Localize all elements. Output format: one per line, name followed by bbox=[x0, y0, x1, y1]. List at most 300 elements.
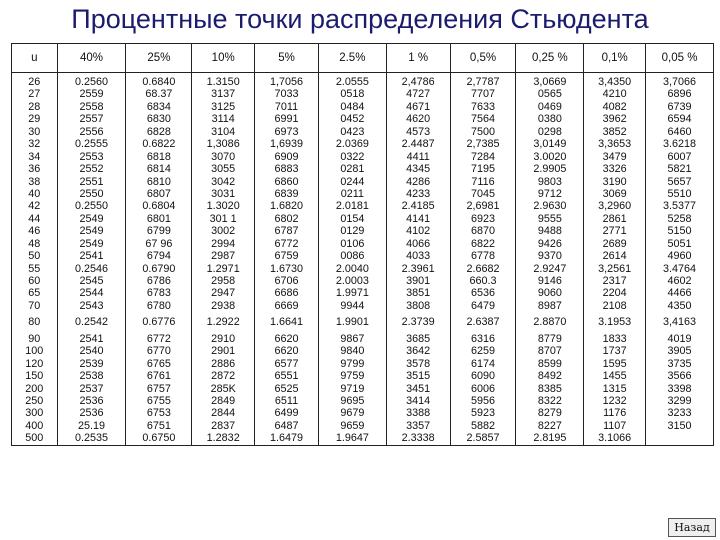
cell-value: 4019 bbox=[667, 332, 692, 345]
cell-value: 2.0040 bbox=[335, 262, 369, 275]
table-cell bbox=[386, 315, 450, 331]
cell-value: 3114 bbox=[211, 113, 235, 126]
cell-value: 4286 bbox=[406, 175, 431, 188]
table-cell bbox=[255, 73, 319, 316]
cell-value: 3808 bbox=[406, 299, 431, 312]
cell-value: 2689 bbox=[602, 237, 627, 250]
table-cell bbox=[646, 332, 714, 445]
cell-value: 3,4163 bbox=[663, 316, 697, 329]
cell-value: 7195 bbox=[470, 163, 496, 176]
cell-value: 2536 bbox=[79, 394, 104, 407]
cell-value: 9840 bbox=[340, 345, 365, 358]
cell-value: 7033 bbox=[274, 88, 299, 101]
cell-value: 27 bbox=[28, 88, 41, 101]
cell-value: 3069 bbox=[602, 187, 627, 200]
cell-value: 0.2542 bbox=[75, 316, 109, 329]
cell-value: 1315 bbox=[602, 382, 627, 395]
cell-value: 2844 bbox=[211, 407, 236, 420]
cell-value: 6460 bbox=[667, 125, 692, 138]
cell-value: 4033 bbox=[406, 250, 431, 263]
cell-value: 4082 bbox=[602, 100, 627, 113]
cell-value: 3.6218 bbox=[663, 138, 697, 151]
cell-value: 8385 bbox=[537, 382, 562, 395]
cell-value: 301 1 bbox=[209, 212, 237, 225]
cell-value: 6772 bbox=[146, 332, 171, 345]
cell-value: 7564 bbox=[470, 113, 496, 126]
cell-value: 30 bbox=[28, 125, 41, 138]
cell-value: 2537 bbox=[79, 382, 104, 395]
cell-value: 9370 bbox=[537, 250, 562, 263]
cell-value: 660.3 bbox=[469, 275, 497, 287]
cell-value: 2994 bbox=[211, 237, 236, 250]
cell-value: 3,7066 bbox=[663, 76, 697, 88]
cell-value: 6686 bbox=[274, 287, 299, 300]
cell-value: 6620 bbox=[274, 345, 299, 358]
cell-value: 4102 bbox=[406, 225, 431, 238]
cell-value: 3685 bbox=[406, 332, 431, 345]
cell-value: 2544 bbox=[79, 287, 104, 300]
cell-value: 6755 bbox=[146, 394, 171, 407]
cell-value: 3137 bbox=[211, 88, 236, 101]
cell-value: 0.2535 bbox=[75, 432, 109, 445]
cell-value: 3070 bbox=[211, 150, 236, 163]
cell-value: 5657 bbox=[667, 175, 692, 188]
cell-value: 65 bbox=[28, 287, 41, 300]
cell-value: 32 bbox=[28, 138, 41, 151]
cell-value: 6499 bbox=[274, 407, 299, 420]
table-row-group bbox=[12, 315, 714, 331]
cell-value: 2614 bbox=[602, 250, 627, 263]
cell-value: 2.4487 bbox=[401, 138, 435, 151]
cell-value: 6706 bbox=[274, 275, 299, 287]
cell-value: 6525 bbox=[274, 382, 299, 395]
cell-value: 4141 bbox=[406, 212, 431, 225]
cell-value: 0086 bbox=[340, 250, 365, 263]
table-cell bbox=[318, 315, 386, 331]
cell-value: 2204 bbox=[602, 287, 627, 300]
cell-value: 80 bbox=[28, 316, 41, 329]
cell-value: 0.2555 bbox=[75, 138, 109, 151]
table-cell bbox=[12, 315, 58, 331]
cell-value: 0.6804 bbox=[142, 200, 176, 213]
cell-value: 6536 bbox=[470, 287, 496, 300]
cell-value: 6174 bbox=[470, 357, 496, 370]
cell-value: 1.6730 bbox=[269, 262, 304, 275]
cell-value: 2.0555 bbox=[335, 76, 369, 88]
cell-value: 2317 bbox=[602, 275, 627, 287]
cell-value: 50 bbox=[28, 250, 41, 263]
cell-value: 3,2561 bbox=[598, 262, 632, 275]
cell-value: 0380 bbox=[537, 113, 562, 126]
cell-value: 7707 bbox=[470, 88, 496, 101]
cell-value: 0322 bbox=[340, 150, 365, 163]
cell-value: 2.3739 bbox=[401, 316, 435, 329]
cell-value: 6830 bbox=[146, 113, 171, 126]
cell-value: 6818 bbox=[146, 150, 171, 163]
table-cell bbox=[126, 332, 192, 445]
cell-value: 3233 bbox=[667, 407, 692, 420]
cell-value: 6511 bbox=[274, 394, 299, 407]
cell-value: 6669 bbox=[274, 299, 299, 312]
table-cell bbox=[450, 315, 516, 331]
cell-value: 9803 bbox=[537, 175, 562, 188]
cell-value: 7011 bbox=[274, 100, 299, 113]
cell-value: 5956 bbox=[470, 394, 496, 407]
cell-value: 1176 bbox=[603, 407, 627, 420]
cell-value: 5923 bbox=[470, 407, 496, 420]
cell-value: 1,3086 bbox=[206, 138, 240, 151]
cell-value: 2557 bbox=[79, 113, 104, 126]
cell-value: 34 bbox=[28, 150, 41, 163]
cell-value: 0244 bbox=[340, 175, 365, 188]
cell-value: 3104 bbox=[211, 125, 236, 138]
cell-value: 2549 bbox=[79, 237, 104, 250]
cell-value: 4602 bbox=[667, 275, 692, 287]
cell-value: 3.5377 bbox=[663, 200, 697, 213]
cell-value: 1.6641 bbox=[269, 316, 304, 329]
cell-value: 3190 bbox=[602, 175, 627, 188]
cell-value: 6551 bbox=[274, 370, 299, 383]
cell-value: 2541 bbox=[79, 250, 104, 263]
cell-value: 2910 bbox=[211, 332, 236, 345]
cell-value: 2886 bbox=[211, 357, 236, 370]
cell-value: 6991 bbox=[274, 113, 299, 126]
cell-value: 9867 bbox=[340, 332, 365, 345]
cell-value: 2861 bbox=[602, 212, 627, 225]
cell-value: 3735 bbox=[667, 357, 692, 370]
cell-value: 6772 bbox=[274, 237, 299, 250]
cell-value: 6770 bbox=[146, 345, 171, 358]
cell-value: 6479 bbox=[470, 299, 496, 312]
cell-value: 4345 bbox=[406, 163, 431, 176]
cell-value: 4411 bbox=[406, 150, 430, 163]
table-cell bbox=[386, 332, 450, 445]
cell-value: 9060 bbox=[537, 287, 562, 300]
cell-value: 3414 bbox=[406, 394, 431, 407]
cell-value: 2553 bbox=[79, 150, 104, 163]
cell-value: 6786 bbox=[146, 275, 171, 287]
cell-value: 4671 bbox=[406, 100, 431, 113]
cell-value: 6801 bbox=[146, 212, 171, 225]
cell-value: 4466 bbox=[667, 287, 692, 300]
cell-value: 2947 bbox=[211, 287, 236, 300]
table-row-group bbox=[12, 73, 714, 316]
cell-value: 6778 bbox=[470, 250, 496, 263]
table-cell bbox=[192, 315, 255, 331]
cell-value: 2.0003 bbox=[335, 275, 369, 287]
cell-value: 285K bbox=[210, 382, 236, 395]
cell-value: 46 bbox=[28, 225, 41, 238]
cell-value: 0211 bbox=[340, 187, 364, 200]
cell-value: 44 bbox=[28, 212, 41, 225]
cell-value: 90 bbox=[28, 332, 41, 345]
cell-value: 4620 bbox=[406, 113, 431, 126]
cell-value: 6860 bbox=[274, 175, 299, 188]
cell-value: 48 bbox=[28, 237, 41, 250]
cell-value: 1833 bbox=[602, 332, 627, 345]
table-cell bbox=[584, 332, 646, 445]
cell-value: 1.2971 bbox=[206, 262, 240, 275]
cell-value: 9759 bbox=[340, 370, 365, 383]
cell-value: 3125 bbox=[211, 100, 236, 113]
cell-value: 1.6820 bbox=[269, 200, 304, 213]
cell-value: 36 bbox=[28, 163, 41, 176]
cell-value: 1.3150 bbox=[206, 76, 240, 88]
cell-value: 0.2546 bbox=[75, 262, 109, 275]
cell-value: 9488 bbox=[537, 225, 562, 238]
table-cell bbox=[12, 332, 58, 445]
cell-value: 5258 bbox=[667, 212, 692, 225]
cell-value: 7116 bbox=[471, 175, 495, 188]
cell-value: 6909 bbox=[274, 150, 299, 163]
cell-value: 2108 bbox=[602, 299, 627, 312]
cell-value: 8279 bbox=[537, 407, 562, 420]
cell-value: 1.2922 bbox=[206, 316, 240, 329]
cell-value: 2.0181 bbox=[335, 200, 369, 213]
cell-value: 6896 bbox=[667, 88, 692, 101]
cell-value: 6822 bbox=[470, 237, 496, 250]
cell-value: 1.6479 bbox=[269, 432, 304, 445]
cell-value: 5882 bbox=[470, 419, 496, 432]
cell-value: 9695 bbox=[340, 394, 365, 407]
cell-value: 9679 bbox=[340, 407, 365, 420]
cell-value: 2901 bbox=[211, 345, 236, 358]
cell-value: 1.3020 bbox=[206, 200, 240, 213]
table-cell bbox=[516, 73, 584, 316]
cell-value: 38 bbox=[28, 175, 41, 188]
cell-value: 5821 bbox=[667, 163, 692, 176]
cell-value: 3479 bbox=[602, 150, 627, 163]
cell-value: 6765 bbox=[146, 357, 171, 370]
cell-value: 2771 bbox=[602, 225, 627, 238]
cell-value: 6316 bbox=[470, 332, 496, 345]
cell-value: 2,6981 bbox=[466, 200, 500, 213]
table-cell bbox=[646, 73, 714, 316]
cell-value: 2550 bbox=[79, 187, 104, 200]
cell-value: 1.9647 bbox=[335, 432, 369, 445]
cell-value: 2541 bbox=[79, 332, 104, 345]
cell-value: 3299 bbox=[667, 394, 692, 407]
cell-value: 6787 bbox=[274, 225, 299, 238]
cell-value: 8492 bbox=[537, 370, 562, 383]
cell-value: 0.6822 bbox=[142, 138, 176, 151]
cell-value: 3.0020 bbox=[533, 150, 567, 163]
header-cell: 40% bbox=[57, 44, 126, 73]
cell-value: 0484 bbox=[340, 100, 365, 113]
table-cell bbox=[126, 315, 192, 331]
cell-value: 0.6750 bbox=[142, 432, 176, 445]
cell-value: 2.9905 bbox=[533, 163, 567, 176]
cell-value: 6923 bbox=[470, 212, 496, 225]
cell-value: 67 96 bbox=[145, 237, 173, 250]
cell-value: 6783 bbox=[146, 287, 171, 300]
cell-value: 2.9247 bbox=[533, 262, 567, 275]
cell-value: 3357 bbox=[406, 419, 431, 432]
cell-value: 2545 bbox=[79, 275, 104, 287]
cell-value: 3042 bbox=[211, 175, 236, 188]
cell-value: 2.3961 bbox=[401, 262, 435, 275]
cell-value: 0423 bbox=[340, 125, 365, 138]
table-cell bbox=[57, 315, 126, 331]
table-cell bbox=[450, 73, 516, 316]
cell-value: 2.4185 bbox=[401, 200, 435, 213]
table-cell bbox=[584, 315, 646, 331]
cell-value: 2987 bbox=[211, 250, 236, 263]
cell-value: 3901 bbox=[406, 275, 431, 287]
table-cell bbox=[516, 332, 584, 445]
cell-value: 6780 bbox=[146, 299, 171, 312]
cell-value: 6802 bbox=[274, 212, 299, 225]
cell-value: 3905 bbox=[667, 345, 692, 358]
cell-value: 8322 bbox=[537, 394, 562, 407]
cell-value: 3962 bbox=[602, 113, 627, 126]
cell-value: 2549 bbox=[79, 225, 104, 238]
cell-value: 6751 bbox=[146, 419, 171, 432]
table-cell bbox=[318, 73, 386, 316]
cell-value: 2.8870 bbox=[533, 316, 567, 329]
cell-value: 2559 bbox=[79, 88, 104, 101]
cell-value: 4210 bbox=[602, 88, 627, 101]
back-button[interactable]: Назад bbox=[668, 518, 716, 537]
cell-value: 6759 bbox=[274, 250, 299, 263]
table-cell bbox=[126, 73, 192, 316]
cell-value: 6807 bbox=[146, 187, 171, 200]
cell-value: 3515 bbox=[406, 370, 431, 383]
cell-value: 3326 bbox=[602, 163, 627, 176]
cell-value: 1232 bbox=[602, 394, 627, 407]
cell-value: 3398 bbox=[667, 382, 692, 395]
cell-value: 2849 bbox=[211, 394, 236, 407]
cell-value: 0281 bbox=[340, 163, 365, 176]
cell-value: 4350 bbox=[667, 299, 692, 312]
cell-value: 0469 bbox=[537, 100, 562, 113]
student-t-table bbox=[11, 43, 714, 446]
cell-value: 1107 bbox=[603, 419, 627, 432]
cell-value: 2549 bbox=[79, 212, 104, 225]
cell-value: 6739 bbox=[667, 100, 692, 113]
cell-value: 3002 bbox=[211, 225, 236, 238]
cell-value: 3.1953 bbox=[598, 316, 632, 329]
table-cell bbox=[584, 73, 646, 316]
cell-value: 5510 bbox=[667, 187, 692, 200]
cell-value: 2.3338 bbox=[401, 432, 435, 445]
cell-value: 3055 bbox=[211, 163, 236, 176]
cell-value: 3851 bbox=[406, 287, 431, 300]
cell-value: 70 bbox=[28, 299, 41, 312]
header-cell: 2.5% bbox=[318, 44, 386, 73]
cell-value: 2,4786 bbox=[401, 76, 435, 88]
cell-value: 3150 bbox=[667, 419, 692, 432]
cell-value: 6883 bbox=[274, 163, 299, 176]
cell-value: 0452 bbox=[340, 113, 365, 126]
cell-value: 29 bbox=[28, 113, 41, 126]
cell-value: 4573 bbox=[406, 125, 431, 138]
cell-value: 1,6939 bbox=[269, 138, 304, 151]
cell-value: 2872 bbox=[211, 370, 236, 383]
cell-value: 28 bbox=[28, 100, 41, 113]
cell-value: 0129 bbox=[340, 225, 365, 238]
cell-value: 6810 bbox=[146, 175, 171, 188]
cell-value: 4727 bbox=[406, 88, 431, 101]
cell-value: 3,3653 bbox=[598, 138, 632, 151]
cell-value: 0.6776 bbox=[142, 316, 176, 329]
cell-value: 500 bbox=[25, 432, 44, 445]
table-cell bbox=[12, 73, 58, 316]
cell-value: 2556 bbox=[79, 125, 104, 138]
cell-value: 6973 bbox=[274, 125, 299, 138]
cell-value: 3852 bbox=[602, 125, 627, 138]
cell-value: 3642 bbox=[406, 345, 431, 358]
cell-value: 9944 bbox=[340, 299, 365, 312]
cell-value: 2558 bbox=[79, 100, 104, 113]
cell-value: 2837 bbox=[211, 419, 236, 432]
cell-value: 0.2550 bbox=[75, 200, 109, 213]
table-cell bbox=[57, 73, 126, 316]
cell-value: 6757 bbox=[146, 382, 171, 395]
cell-value: 0.6840 bbox=[142, 76, 176, 88]
cell-value: 4066 bbox=[406, 237, 431, 250]
cell-value: 7284 bbox=[470, 150, 496, 163]
table-cell bbox=[255, 315, 319, 331]
cell-value: 3566 bbox=[667, 370, 692, 383]
cell-value: 6828 bbox=[146, 125, 171, 138]
cell-value: 9659 bbox=[340, 419, 365, 432]
cell-value: 2,7787 bbox=[466, 76, 500, 88]
table-cell bbox=[646, 315, 714, 331]
table-cell bbox=[192, 73, 255, 316]
page-title: Процентные точки распределения Стьюдента bbox=[71, 4, 649, 34]
cell-value: 42 bbox=[28, 200, 41, 213]
cell-value: 2.9630 bbox=[533, 200, 567, 213]
cell-value: 8779 bbox=[537, 332, 562, 345]
cell-value: 1455 bbox=[602, 370, 627, 383]
cell-value: 3,0149 bbox=[533, 138, 567, 151]
table-cell bbox=[57, 332, 126, 445]
cell-value: 6006 bbox=[470, 382, 496, 395]
header-row bbox=[12, 44, 714, 73]
cell-value: 0565 bbox=[537, 88, 562, 101]
cell-value: 6487 bbox=[274, 419, 299, 432]
cell-value: 6620 bbox=[274, 332, 299, 345]
cell-value: 200 bbox=[25, 382, 44, 395]
cell-value: 2.5857 bbox=[466, 432, 500, 445]
cell-value: 3.4764 bbox=[663, 262, 697, 275]
cell-value: 7633 bbox=[470, 100, 496, 113]
header-cell: 0,05 % bbox=[646, 44, 714, 73]
table-cell bbox=[318, 332, 386, 445]
cell-value: 0.6790 bbox=[142, 262, 176, 275]
cell-value: 6799 bbox=[146, 225, 171, 238]
cell-value: 6259 bbox=[470, 345, 496, 358]
cell-value: 0518 bbox=[340, 88, 365, 101]
cell-value bbox=[646, 432, 713, 444]
cell-value: 2538 bbox=[79, 370, 104, 383]
cell-value: 2,7385 bbox=[466, 138, 500, 151]
cell-value: 1737 bbox=[602, 345, 627, 358]
cell-value: 6753 bbox=[146, 407, 171, 420]
header-cell: 1 % bbox=[386, 44, 450, 73]
cell-value: 150 bbox=[25, 370, 44, 383]
cell-value: 6794 bbox=[146, 250, 171, 263]
cell-value: 6007 bbox=[667, 150, 692, 163]
cell-value: 2536 bbox=[79, 407, 104, 420]
cell-value: 120 bbox=[25, 357, 44, 370]
cell-value: 5051 bbox=[667, 237, 692, 250]
cell-value: 6839 bbox=[274, 187, 299, 200]
cell-value: 3031 bbox=[211, 187, 236, 200]
cell-value: 6814 bbox=[146, 163, 171, 176]
cell-value: 100 bbox=[25, 345, 44, 358]
